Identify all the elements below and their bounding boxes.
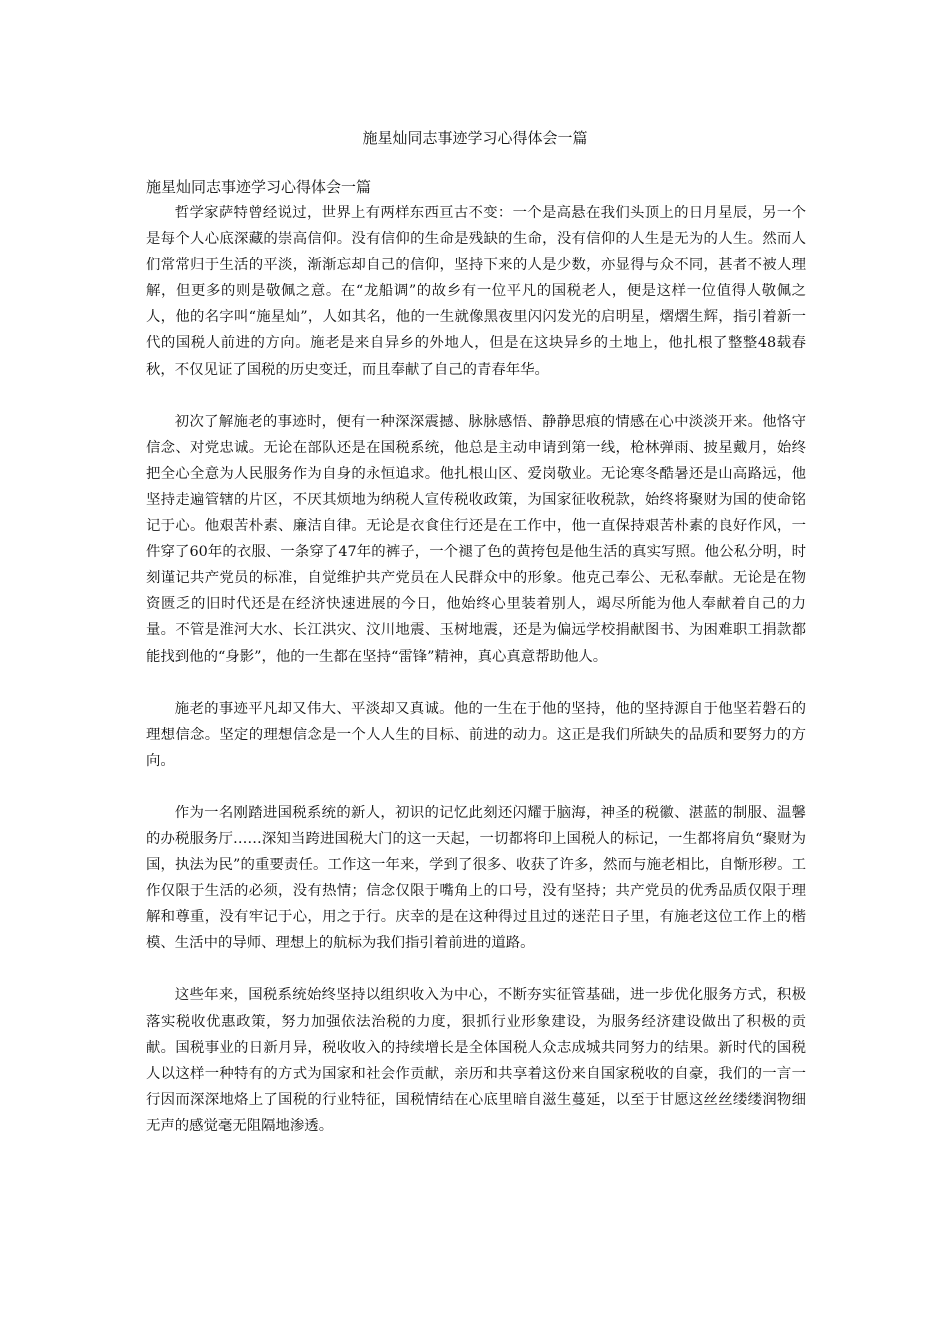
document-title: 施星灿同志事迹学习心得体会一篇: [362, 129, 588, 147]
paragraph-3: 施老的事迹平凡却又伟大、平淡却又真诚。他的一生在于他的坚持，他的坚持源自于他坚若磐石的理想信念。坚定的理想信念是一个人人生的目标、前进的动力。这正是我们所缺失的品质和要努力的方向。: [146, 700, 806, 769]
document-body: [146, 174, 806, 1165]
paragraph-2: 初次了解施老的事迹时，便有一种深深震撼、脉脉感悟、静静思痕的情感在心中淡淡开来。他恪守信念、对党忠诚。无论在部队还是在国税系统，他总是主动申请到第一线，枪林弹雨、披星戴月，始终把全心全意为人民服务作为自身的永恒追求。他扎根山区、爱岗敬业。无论寒冬酷暑还是山高路远，他坚持走遍管辖的片区，不厌其烦地为纳税人宣传税收政策，为国家征收税款，始终将聚财为国的使命铭记于心。他艰苦朴素、廉洁自律。无论是衣食住行还是在工作中，他一直保持艰苦朴素的良好作风，一件穿了60年的衣服、一条穿了47年的裤子，一个褪了色的黄挎包是他生活的真实写照。他公私分明，时刻谨记共产党员的标准，自觉维护共产党员在人民群众中的形象。他克己奉公、无私奉献。无论是在物资匮乏的旧时代还是在经济快速进展的今日，他始终心里装着别人，竭尽所能为他人奉献着自己的力量。不管是淮河大水、长江洪灾、汶川地震、玉树地震，还是为偏远学校捐献图书、为困难职工捐款都能找到他的“身影”，他的一生都在坚持“雷锋”精神，真心真意帮助他人。: [146, 413, 806, 665]
paragraph-5: 这些年来，国税系统始终坚持以组织收入为中心，不断夯实征管基础，进一步优化服务方式，积极落实税收优惠政策，努力加强依法治税的力度，狠抓行业形象建设，为服务经济建设做出了积极的贡献。国税事业的日新月异，税收收入的持续增长是全体国税人众志成城共同努力的结果。新时代的国税人以这样一种特有的方式为国家和社会作贡献，亲历和共享着这份来自国家税收的自豪，我们的一言一行因而深深地烙上了国税的行业特征，国税情结在心底里暗自滋生蔓延，以至于甘愿这丝丝缕缕润物细无声的感觉毫无阻隔地渗透。: [146, 987, 806, 1134]
document-subtitle: 施星灿同志事迹学习心得体会一篇: [146, 178, 372, 196]
paragraph-1: 哲学家萨特曾经说过，世界上有两样东西亘古不变：一个是高悬在我们头顶上的日月星辰，另一个是每个人心底深藏的崇高信仰。没有信仰的生命是残缺的生命，没有信仰的人生是无为的人生。然而人们常常归于生活的平淡，渐渐忘却自己的信仰，坚持下来的人是少数，亦显得与众不同，甚者不被人理解，但更多的则是敬佩之意。在“龙船调”的故乡有一位平凡的国税老人，便是这样一位值得人敬佩之人，他的名字叫“施星灿”，人如其名，他的一生就像黑夜里闪闪发光的启明星，熠熠生辉，指引着新一代的国税人前进的方向。施老是来自异乡的外地人，但是在这块异乡的土地上，他扎根了整整48载春秋，不仅见证了国税的历史变迁，而且奉献了自己的青春年华。: [146, 205, 806, 378]
paragraph-4: 作为一名刚踏进国税系统的新人，初识的记忆此刻还闪耀于脑海，神圣的税徽、湛蓝的制服、温馨的办税服务厅……深知当跨进国税大门的这一天起，一切都将印上国税人的标记，一生都将肩负“聚财为国，执法为民”的重要责任。工作这一年来，学到了很多、收获了许多，然而与施老相比，自惭形秽。工作仅限于生活的必须，没有热情；信念仅限于嘴角上的口号，没有坚持；共产党员的优秀品质仅限于理解和尊重，没有牢记于心，用之于行。庆幸的是在这种得过且过的迷茫日子里，有施老这位工作上的楷模、生活中的导师、理想上的航标为我们指引着前进的道路。: [146, 804, 806, 952]
